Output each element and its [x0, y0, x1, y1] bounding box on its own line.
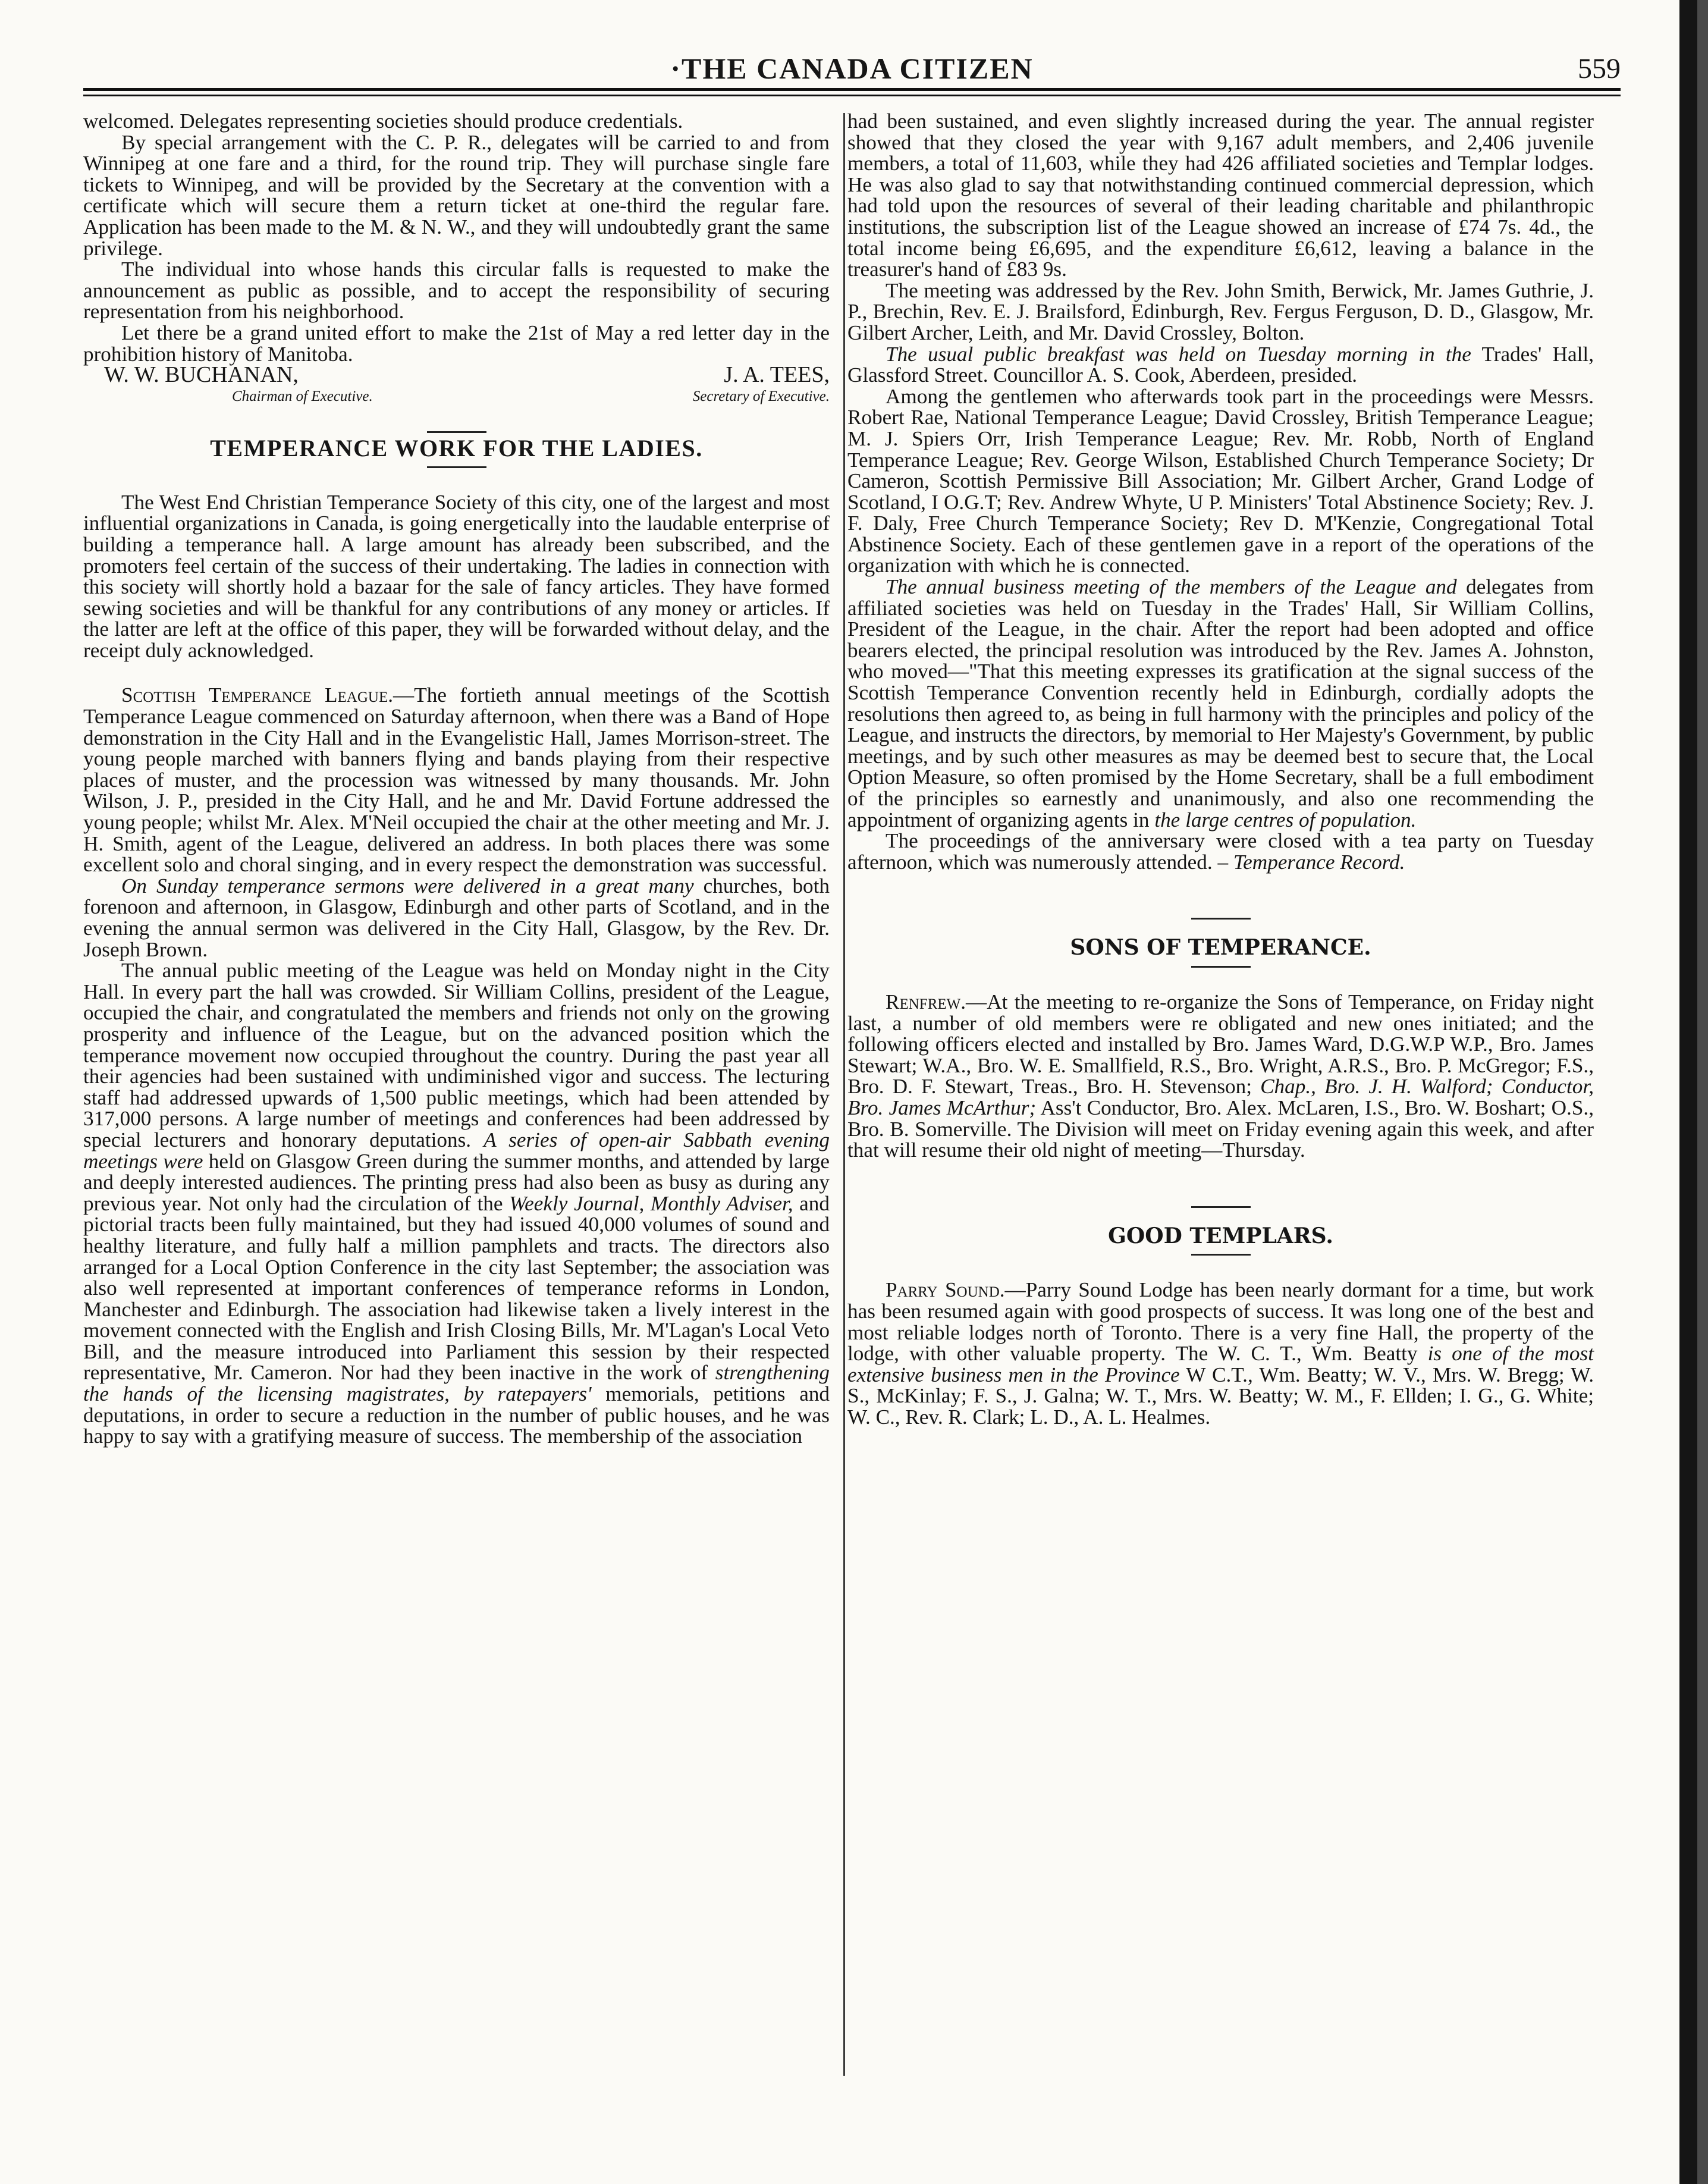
paragraph: Let there be a grand united effort to make the 21st of May a red letter day in the prohibition history of Manitoba. — [83, 321, 830, 366]
article-renfrew — [847, 991, 1594, 1161]
paragraph: Among the gentlemen who afterwards took part in the proceedings were Messrs. Robert Rae, National Temperance League; David Crossley, British Temperance League; M. J. Spiers Orr, Irish Temperance League; Rev. Mr. Robb, North of England Temperance League; Rev. George Wilson, Established Church Temperance Society; Dr Cameron, Scottish Permissive Bill Association; Mr. Gilbert Archer, Grand Lodge of Scotland, I O.G.T; Rev. Andrew Whyte, U P. Ministers' Total Abstinence Society; Rev. J. F. Daly, Free Church Temperance Society; Rev D. M'Kenzie, Congregational Total Abstinence Society. Each of these gentlemen gave in a report of the operations of the organization with which he is connected. — [847, 384, 1594, 578]
paragraph — [847, 576, 1594, 830]
spacer — [83, 661, 830, 685]
italic-text: strengthening the hands of the licensing magistrates, by ratepayers' — [83, 1361, 830, 1406]
section-heading-sons: SONS OF TEMPERANCE. — [1070, 935, 1371, 961]
paragraph: The proceedings of the anniversary were closed with a tea party on Tuesday afternoon, which was numerously attended. – Temperance Record. — [847, 829, 1594, 874]
section-separator — [427, 431, 486, 433]
paragraph — [83, 876, 830, 960]
article-text: Ass't Conductor, Bro. Alex. McLaren, I.S., Bro. W. Boshart; O.S., Bro. B. Somerville. The Division will meet on Friday evening again this week, and after that will resume their old night of meeting—Thursday. — [847, 1096, 1594, 1162]
article-text: —At the meeting to re-organize the Sons of Temperance, on Friday night last, a number of old members were re obligated and new ones initiated; and the following officers elected and installed by Bro. James Ward, D.G.W.P W.P., Bro. James Stewart; W.A., Bro. W. E. Smallfield, R.S., Bro. Wright, A.R.S., Bro. P. McGregor; F.S., Bro. D. F. Stewart, Treas., Bro. H. Stevenson; — [847, 990, 1594, 1099]
article-text: W C.T., Wm. Beatty; W. V., Mrs. W. Bregg; W. S., McKinlay; F. S., J. Galna; W. T., Mrs. W. Beatty; W. M., F. Ellden; I. G., G. White; W. C., Rev. R. Clark; L. D., A. L. Healmes. — [847, 1363, 1594, 1429]
column-divider — [843, 113, 845, 2076]
signature-chairman — [104, 362, 373, 407]
paragraph: welcomed. Delegates representing societies should produce credentials. — [83, 109, 683, 133]
signature-title: Secretary of Executive. — [692, 388, 830, 404]
spacer — [847, 873, 1594, 918]
section-separator — [1191, 918, 1251, 920]
article-text: Trades' Hall, Glassford Street. Councillor A. S. Cook, Aberdeen, presided. — [847, 342, 1594, 387]
page-number: 559 — [1578, 53, 1621, 84]
article-text: churches, both forenoon and afternoon, in Glasgow, Edinburgh and other parts of Scotland, and in the evening the annual sermon was delivered in the City Hall, Glasgow, by the Rev. Dr. Joseph Brown. — [83, 874, 830, 961]
article-text: —The fortieth annual meetings of the Scottish Temperance League commenced on Saturday afternoon, when there was a Band of Hope demonstration in the City Hall and in the Evangelistic Hall, James Morrison-street. The young people marched with banners flying and bands playing from their respective places of muster, and the procession was witnessed by many thousands. Mr. John Wilson, J. P., presided in the City Hall, and he and Mr. David Fortune addressed the young people; whilst Mr. Alex. M'Neil occupied the chair at the other meeting and Mr. J. H. Smith, agent of the League, delivered an address. In both places there was some excellent solo and choral singing, and in every respect the demonstration was successful. — [83, 683, 830, 877]
signature-name: W. W. BUCHANAN, — [104, 362, 299, 388]
paragraph: By special arrangement with the C. P. R., delegates will be carried to and from Winnipeg at one fare and a third, for the round trip. They will purchase single fare tickets to Winnipeg, and will be provided by the Secretary at the convention with a certificate which will secure them a return ticket at one-third the regular fare. Application has been made to the M. & N. W., and they will undoubtedly grant the same privilege. — [83, 130, 830, 260]
section-heading-templars: GOOD TEMPLARS. — [1108, 1223, 1333, 1248]
italic-text: the large centres of population. — [1154, 808, 1417, 831]
paragraph — [847, 344, 1594, 386]
section-separator — [1191, 1206, 1251, 1208]
article-text: memorials, petitions and deputations, in order to secure a reduction in the number of public houses, and he was happy to say with a gratifying measure of success. The membership of the association — [83, 1382, 830, 1448]
journal-titles: Weekly Journal, Monthly Adviser, — [509, 1191, 793, 1215]
header-rule-thin — [83, 95, 1621, 96]
article-text: held on Glasgow Green during the summer months, and attended by large and deeply interested audiences. The printing press had also been as busy as during any previous year. Not only had the circulation of the — [83, 1149, 830, 1215]
spacer — [847, 1161, 1594, 1206]
article-text: The annual public meeting of the League was held on Monday night in the City Hall. In every part the hall was crowded. Sir William Collins, president of the League, occupied the chair, and congratulated the members and friends not only on the growing prosperity and influence of the League, but on the advanced position which the temperance movement now occupied throughout the country. During the past year all their agencies had been sustained with undiminished vigor and success. The lecturing staff had addressed upwards of 1,500 public meetings, which had been attended by 317,000 persons. A large number of meetings and conferences had been addressed by special lecturers and honorary deputations. — [83, 959, 830, 1151]
article-text: —Parry Sound Lodge has been nearly dormant for a time, but work has been resumed again with good prospects of success. It was long one of the best and most reliable lodges north of Toronto. There is a very fine Hall, the property of the lodge, with other valuable property. The W. C. T., Wm. Beatty — [847, 1278, 1594, 1366]
article-lead: Renfrew. — [886, 990, 966, 1013]
signature-name: J. A. TEES, — [724, 362, 830, 388]
running-title: ·THE CANADA CITIZEN — [670, 52, 1034, 85]
left-column — [83, 111, 830, 1447]
italic-text: The annual business meeting of the members of the League and — [886, 575, 1457, 599]
italic-text: On Sunday temperance sermons were delivered in a great many — [121, 874, 694, 898]
article-lead: Parry Sound. — [886, 1278, 1005, 1302]
right-column — [847, 111, 1594, 1427]
article-text: delegates from affiliated societies was held on Tuesday in the Trades' Hall, Sir William Collins, President of the League, in the chair. After the report had been adopted and office bearers elected, the principal resolution was introduced by the Rev. James A. Johnston, who moved—"That this meeting expresses its gratification at the signal success of the Scottish Temperance Convention recently held in Edinburgh, cordially adopts the resolutions then agreed to, as being in full harmony with the principles and policy of the League, and instructs the directors, by memorial to Her Majesty's Government, by public meetings, and by such other measures as may be deemed best to secure that, the Local Option Measure, so often promised by the Home Secretary, shall be a full embodiment of the principles so earnestly and unanimously, and also one recommending the appointment of organizing agents in — [847, 575, 1594, 831]
page-edge-binding — [1679, 0, 1697, 2184]
page-edge-shadow — [1697, 0, 1708, 2184]
signature-title: Chairman of Executive. — [232, 388, 373, 404]
paragraph: The individual into whose hands this circular falls is requested to make the announcement as public as possible, and to accept the responsibility of securing representation from his neighborhood. — [83, 258, 830, 324]
paragraph: The meeting was addressed by the Rev. John Smith, Berwick, Mr. James Guthrie, J. P., Brechin, Rev. E. J. Brailsford, Edinburgh, Rev. Fergus Ferguson, D. D., Glasgow, Mr. Gilbert Archer, Leith, and Mr. David Crossley, Bolton. — [847, 278, 1594, 344]
section-separator — [427, 466, 486, 468]
article-text: and pictorial tracts been fully maintained, but they had issued 40,000 volumes of sound and healthy literature, and fully half a million pamphlets and tracts. The directors also arranged for a Local Option Conference in the city last September; the association was also well represented at important conferences of temperance reforms in London, Manchester and Edinburgh. The association had likewise taken a lively interest in the movement connected with the English and Irish Closing Bills, Mr. M'Lagan's Local Veto Bill, and the measure introduced into Parliament this session by their respected representative, Mr. Cameron. Nor had they been inactive in the work of — [83, 1191, 830, 1385]
header-rule-thick — [83, 88, 1621, 91]
paragraph: The West End Christian Temperance Society of this city, one of the largest and most influential organizations in Canada, is going energetically into the laudable enterprise of building a temperance hall. A large amount has already been subscribed, and the promoters feel certain of the success of their undertaking. The ladies in connection with this society will shortly hold a bazaar for the sale of fancy articles. They have formed sewing societies and will be thankful for any contributions of any money or articles. If the latter are left at the office of this paper, they will be forwarded without delay, and the receipt duly acknowledged. — [83, 490, 830, 662]
article-scottish-league — [83, 685, 830, 875]
italic-text: Chap., Bro. J. H. Walford; Conductor, Bro. James McArthur; — [847, 1075, 1594, 1119]
italic-text: The usual public breakfast was held on Tuesday morning in the — [886, 342, 1471, 366]
italic-text: A series of open-air Sabbath evening meetings were — [83, 1128, 830, 1173]
paragraph: had been sustained, and even slightly increased during the year. The annual register showed that they closed the year with 9,167 adult members, and 2,406 juvenile members, a total of 11,603, while they had 426 affiliated societies and Templar lodges. He was also glad to say that notwithstanding continued commercial depression, which had told upon the resources of several of their leading charitable and philanthropic institutions, the subscription list of the League showed an increase of £74 7s. 4d., the total income being £6,695, and the expenditure £6,612, leaving a balance in the treasurer's hand of £83 9s. — [847, 109, 1594, 281]
signature-secretary — [692, 362, 830, 407]
source-credit: Temperance Record. — [1233, 850, 1405, 874]
article-lead: Scottish Temperance League. — [121, 683, 394, 707]
section-separator — [1191, 966, 1251, 968]
article-parry-sound — [847, 1279, 1594, 1427]
paragraph — [83, 960, 830, 1447]
section-separator — [1191, 1254, 1251, 1256]
article-text: The proceedings of the anniversary were closed with a tea party on Tuesday afternoon, which was numerously attended. — [847, 829, 1594, 874]
signature-block — [83, 362, 830, 411]
italic-text: is one of the most extensive business men in the Province — [847, 1342, 1594, 1386]
page-header — [83, 51, 1621, 87]
section-heading-ladies: TEMPERANCE WORK FOR THE LADIES. — [210, 435, 703, 462]
